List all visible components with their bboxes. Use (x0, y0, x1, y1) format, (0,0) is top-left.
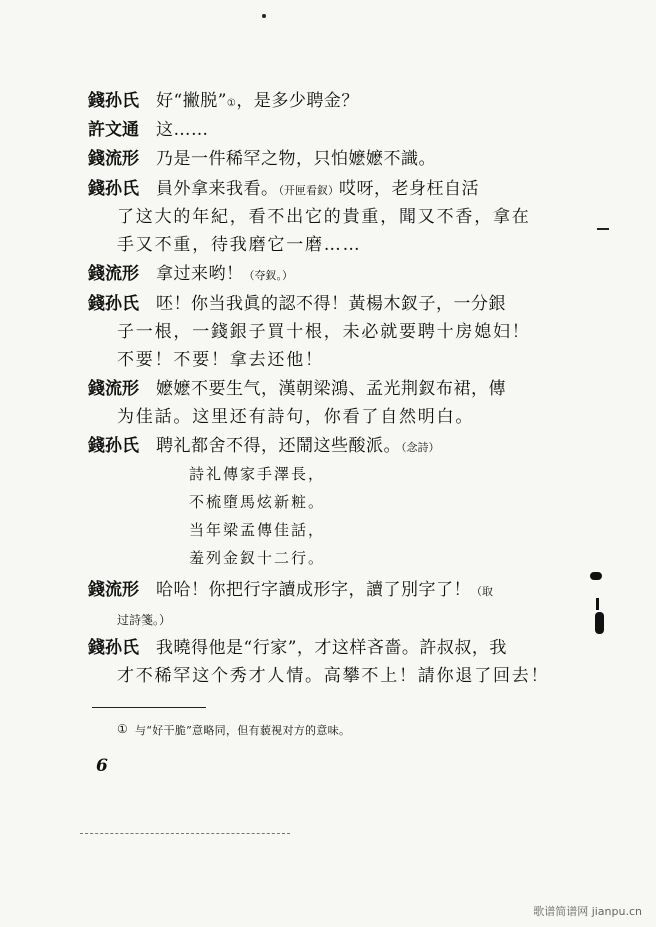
dialogue-text: 呸！你当我眞的認不得！黃楊木釵子，一分銀 (156, 294, 506, 314)
poem-line: 詩礼傳家手澤長， (189, 465, 326, 483)
poem-line: 不梳墮馬炫新粧。 (189, 493, 326, 511)
dialogue-text: 哈哈！你把行字讀成形字，讀了別字了！ (156, 580, 471, 600)
dialogue-line (88, 435, 508, 459)
speaker-name: 錢流形 (88, 580, 139, 600)
ink-blot (596, 598, 599, 610)
continuation-line: 不要！不要！拿去还他！ (117, 350, 324, 370)
dialogue-text: 拿过来哟！ (156, 264, 244, 284)
dialogue-text: 我曉得他是“行家”，才这样吝嗇。許叔叔，我 (156, 638, 507, 658)
stage-direction: （念詩） (401, 441, 440, 454)
speaker-name: 錢孙氏 (88, 638, 139, 658)
ink-blot (590, 572, 602, 580)
continuation-line: 为佳話。这里还有詩句，你看了自然明白。 (117, 407, 475, 427)
dialogue-line (88, 148, 508, 170)
continuation-line: 了这大的年紀，看不出它的貴重，聞又不香，拿在 (117, 207, 531, 227)
speaker-name: 錢流形 (88, 264, 139, 284)
scan-speck (262, 14, 266, 18)
dialogue-text: 聘礼都舍不得，还鬧这些酸派。 (156, 436, 401, 456)
speaker-name: 錢孙氏 (88, 294, 139, 314)
footnote-text: 与“好干脆”意略同，但有藐視对方的意味。 (135, 724, 351, 737)
speaker-name: 錢流形 (88, 379, 139, 399)
poem-line: 当年梁孟傳佳話， (189, 521, 326, 539)
site-watermark: 歌谱简谱网 jianpu.cn (533, 905, 642, 918)
page-number: 6 (96, 756, 108, 776)
dialogue-line (88, 119, 508, 141)
dialogue-line (88, 178, 508, 202)
poem-line: 羞列金釵十二行。 (189, 549, 326, 567)
footnote-mark: ① (117, 722, 128, 736)
dialogue-text: 乃是一件稀罕之物，只怕嬷嬷不識。 (156, 149, 436, 169)
stage-direction: （开匣看釵） (278, 184, 339, 197)
dialogue-line (88, 378, 508, 400)
footnote-ref: ① (226, 98, 237, 109)
scan-artifact-line (80, 833, 290, 834)
speaker-name: 許文通 (88, 120, 139, 140)
dialogue-text: 哎呀，老身枉自活 (339, 179, 479, 199)
speaker-name: 錢孙氏 (88, 436, 139, 456)
dialogue-text: 这…… (156, 120, 209, 140)
dialogue-line (88, 263, 508, 287)
stage-direction-continued: 过詩箋。） (117, 613, 172, 627)
footnote-divider (92, 707, 206, 708)
dialogue-text: 嬷嬷不要生气，漢朝梁鴻、孟光荆釵布裙，傳 (156, 379, 506, 399)
speaker-name: 錢流形 (88, 149, 139, 169)
dialogue-line (88, 90, 508, 115)
speaker-name: 錢孙氏 (88, 91, 139, 111)
stage-direction: （取 (471, 585, 493, 598)
dialogue-line (88, 637, 508, 659)
continuation-line: 才不稀罕这个秀才人情。高攀不上！請你退了回去！ (117, 666, 550, 686)
dialogue-text: ，是多少聘金？ (236, 91, 359, 111)
continuation-line: 子一根，一錢銀子買十根，未必就要聘十房媳妇！ (117, 322, 531, 342)
stage-direction: （夺釵。） (243, 269, 293, 282)
continuation-line: 手又不重，待我磨它一磨…… (117, 235, 362, 255)
dialogue-line (88, 579, 508, 603)
dialogue-text: 好“撇脱” (156, 91, 227, 111)
speaker-name: 錢孙氏 (88, 179, 139, 199)
dialogue-text: 員外拿来我看。 (156, 179, 279, 199)
ink-blot (595, 612, 604, 634)
dialogue-line (88, 293, 508, 315)
scan-mark (597, 228, 609, 230)
